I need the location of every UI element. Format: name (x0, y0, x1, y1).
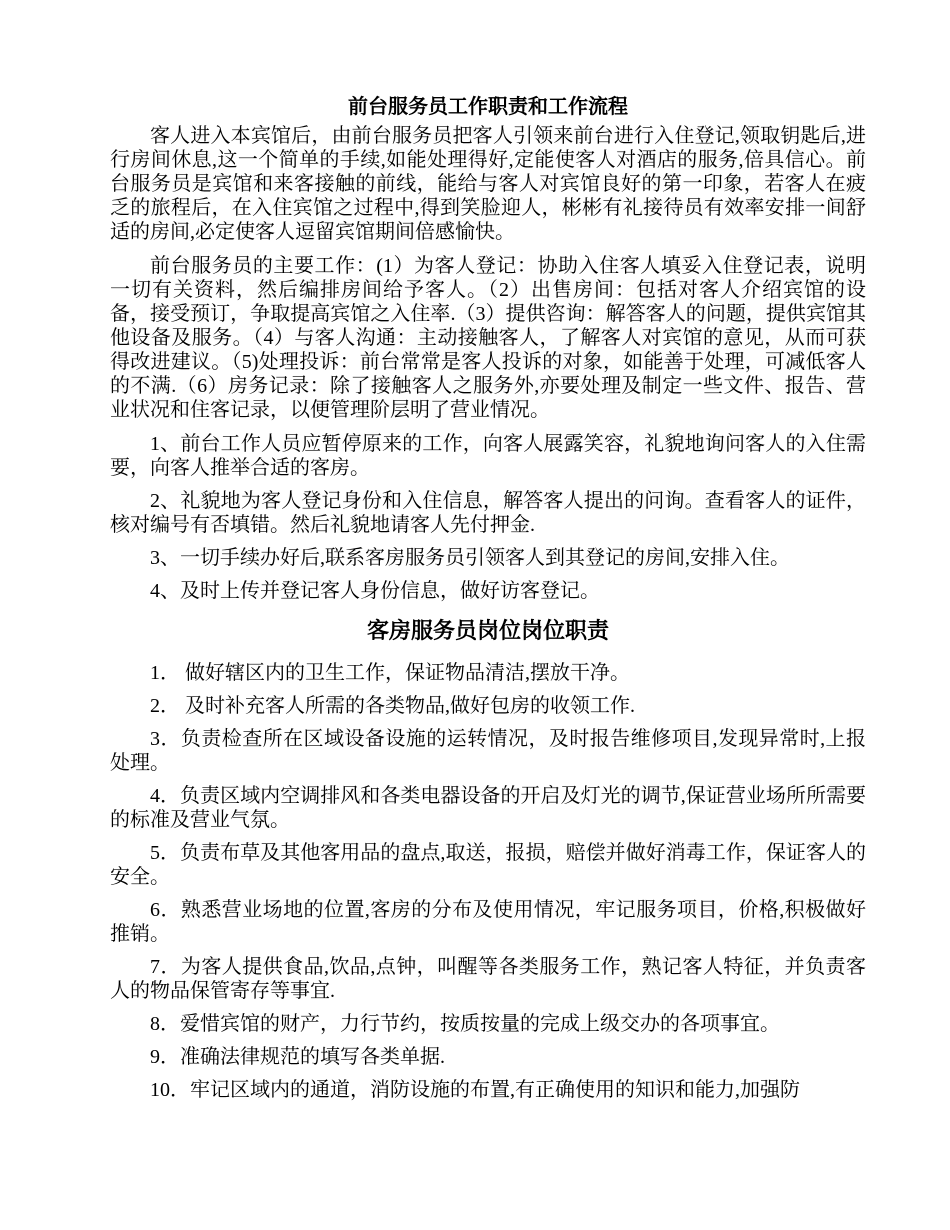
duty-item: 9．准确法律规范的填写各类单据. (150, 1046, 445, 1068)
duty-item: 4．负责区域内空调排风和各类电器设备的开启及灯光的调节,保证营业场所所需要的标准及营业气氛。 (110, 785, 866, 831)
document-page (110, 88, 866, 1111)
procedure-step: 3、一切手续办好后,联系客房服务员引领客人到其登记的房间,安排入住。 (150, 547, 790, 569)
duty-item: 2． 及时补充客人所需的各类物品,做好包房的收领工作. (150, 695, 635, 717)
duty-item: 5．负责布草及其他客用品的盘点,取送，报损，赔偿并做好消毒工作，保证客人的安全。 (110, 842, 866, 888)
section-title-housekeeping: 客房服务员岗位岗位职责 (366, 618, 609, 643)
duty-item: 1． 做好辖区内的卫生工作，保证物品清洁,摆放干净。 (150, 662, 630, 684)
duty-item: 10．牢记区域内的通道，消防设施的布置,有正确使用的知识和能力,加强防 (150, 1079, 800, 1101)
procedure-step: 1、前台工作人员应暂停原来的工作，向客人展露笑容，礼貌地询问客人的入住需要，向客人推举合适的客房。 (110, 433, 866, 479)
duty-item: 3．负责检查所在区域设备设施的运转情况，及时报告维修项目,发现异常时,上报处理。 (110, 728, 866, 774)
duty-item: 8．爱惜宾馆的财产，力行节约，按质按量的完成上级交办的各项事宜。 (150, 1013, 780, 1035)
duty-item: 6．熟悉营业场地的位置,客房的分布及使用情况，牢记服务项目，价格,积极做好推销。 (110, 899, 866, 945)
section-title-front-desk: 前台服务员工作职责和工作流程 (348, 96, 628, 118)
duty-item: 7．为客人提供食品,饮品,点钟，叫醒等各类服务工作，熟记客人特征，并负责客人的物品保管寄存等事宜. (110, 956, 866, 1002)
procedure-step: 4、及时上传并登记客人身份信息，做好访客登记。 (150, 580, 600, 602)
intro-paragraph: 客人进入本宾馆后，由前台服务员把客人引领来前台进行入住登记,领取钥匙后,进行房间休息,这一个简单的手续,如能处理得好,定能使客人对酒店的服务,倍具信心。前台服务员是宾馆和来客接触的前线，能给与客人对宾馆良好的第一印象，若客人在疲乏的旅程后，在入住宾馆之过程中,得到笑脸迎人，彬彬有礼接待员有效率安排一间舒适的房间,必定使客人逗留宾馆期间倍感愉快。 (110, 125, 866, 243)
main-duties-paragraph: 前台服务员的主要工作：(1）为客人登记：协助入住客人填妥入住登记表，说明一切有关资料，然后编排房间给予客人。（2）出售房间：包括对客人介绍宾馆的设备，接受预订，争取提高宾馆之入住率.（3）提供咨询：解答客人的问题，提供宾馆其他设备及服务。（4）与客人沟通：主动接触客人，了解客人对宾馆的意见，从而可获得改进建议。（5)处理投诉：前台常常是客人投诉的对象，如能善于处理，可减低客人的不满.（6）房务记录：除了接触客人之服务外,亦要处理及制定一些文件、报告、营业状况和住客记录，以便管理阶层明了营业情况。 (110, 255, 866, 421)
procedure-step: 2、礼貌地为客人登记身份和入住信息，解答客人提出的问询。查看客人的证件，核对编号有否填错。然后礼貌地请客人先付押金. (110, 490, 866, 536)
